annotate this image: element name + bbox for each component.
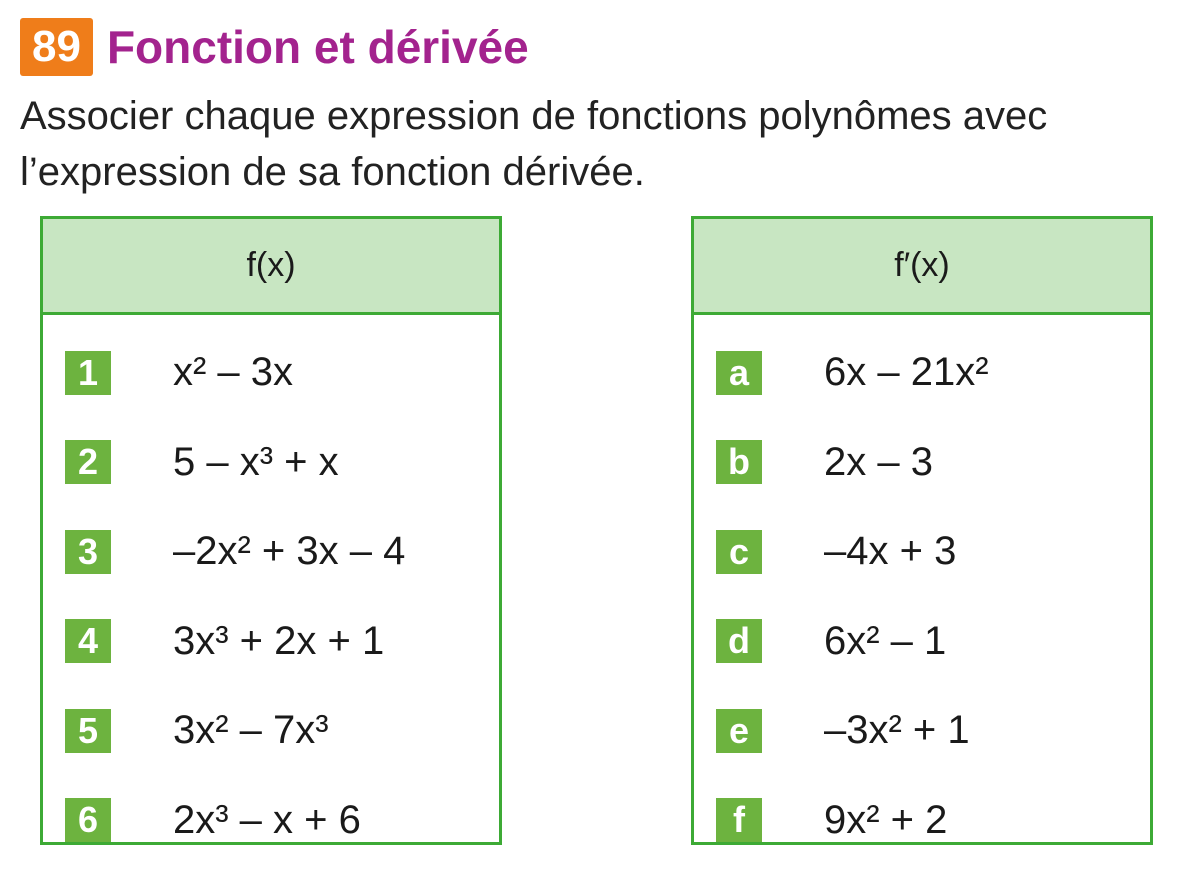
- function-expression: 5 – x³ + x: [173, 439, 339, 484]
- derivative-row-label: e: [716, 709, 762, 753]
- derivatives-table: [691, 216, 1153, 845]
- derivative-row-label: b: [716, 440, 762, 484]
- derivative-row: [694, 507, 1150, 597]
- derivative-row-label: d: [716, 619, 762, 663]
- exercise-title: Fonction et dérivée: [106, 21, 529, 73]
- function-row: [43, 686, 499, 776]
- function-row-label: 5: [65, 709, 111, 753]
- derivative-expression: –3x² + 1: [824, 708, 970, 753]
- functions-table-header: f(x): [43, 219, 499, 315]
- derivative-row: [694, 328, 1150, 418]
- derivatives-table-header: f′(x): [694, 219, 1150, 315]
- derivative-row: [694, 418, 1150, 508]
- derivative-row-label: a: [716, 351, 762, 395]
- function-row: [43, 597, 499, 687]
- derivative-expression: –4x + 3: [824, 529, 957, 574]
- exercise-header: [20, 18, 529, 76]
- derivative-expression: 9x² + 2: [824, 797, 948, 842]
- function-row-label: 1: [65, 351, 111, 395]
- derivative-row: [694, 686, 1150, 776]
- function-row: [43, 507, 499, 597]
- derivative-row-label: f: [716, 798, 762, 842]
- derivative-expression: 6x – 21x²: [824, 350, 989, 395]
- derivative-row: [694, 776, 1150, 866]
- exercise-instruction: Associer chaque expression de fonctions polynômes avec l’expression de sa fonction dérivée.: [20, 94, 1048, 194]
- function-row-label: 4: [65, 619, 111, 663]
- function-expression: 2x³ – x + 6: [173, 797, 361, 842]
- derivative-row-label: c: [716, 530, 762, 574]
- functions-table: [40, 216, 502, 845]
- function-expression: 3x² – 7x³: [173, 708, 329, 753]
- derivative-expression: 2x – 3: [824, 439, 933, 484]
- function-row: [43, 418, 499, 508]
- function-expression: –2x² + 3x – 4: [173, 529, 406, 574]
- function-row: [43, 776, 499, 866]
- exercise-number-badge: 89: [20, 18, 93, 76]
- function-row-label: 6: [65, 798, 111, 842]
- function-expression: 3x³ + 2x + 1: [173, 618, 385, 663]
- function-row-label: 2: [65, 440, 111, 484]
- function-expression: x² – 3x: [173, 350, 294, 395]
- derivative-row: [694, 597, 1150, 687]
- function-row: [43, 328, 499, 418]
- derivative-expression: 6x² – 1: [824, 618, 947, 663]
- function-row-label: 3: [65, 530, 111, 574]
